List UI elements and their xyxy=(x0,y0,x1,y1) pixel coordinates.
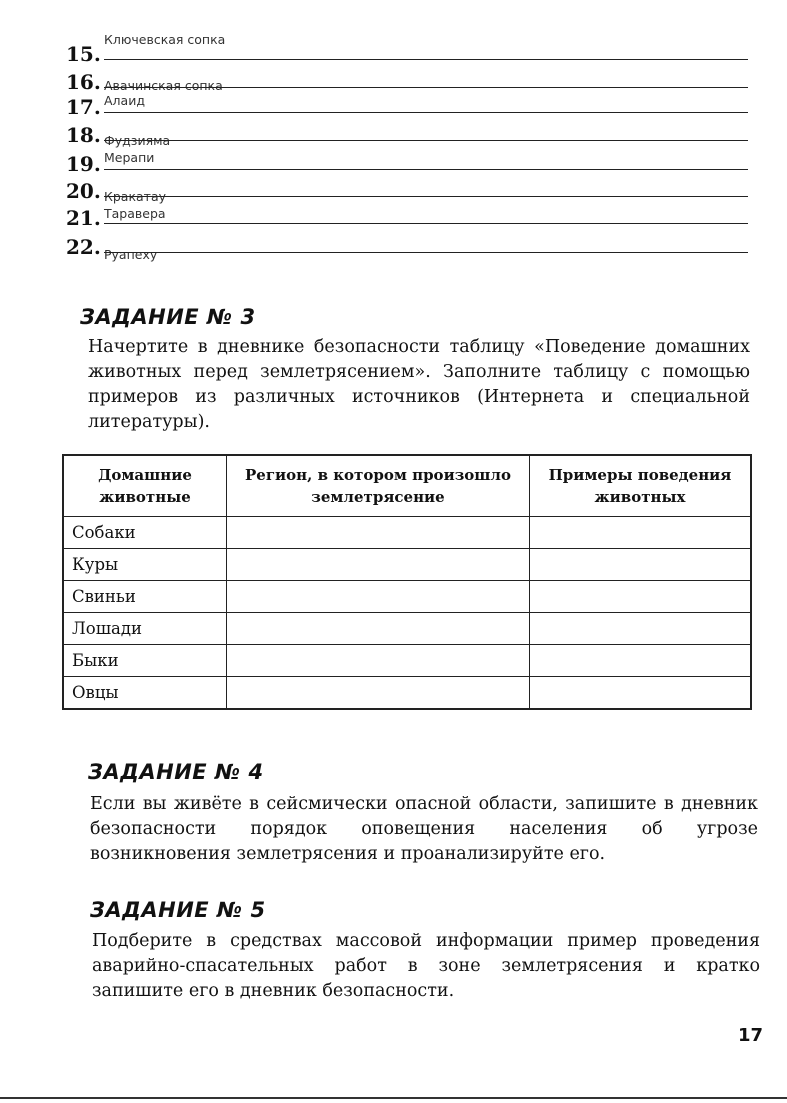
task4-title: ЗАДАНИЕ № 4 xyxy=(88,760,264,784)
list-item xyxy=(66,169,748,204)
table-row xyxy=(63,581,751,613)
animal-cell: Лошади xyxy=(63,613,227,645)
behavior-cell[interactable] xyxy=(530,549,752,581)
item-number: 19. xyxy=(66,152,101,176)
task4-text: Если вы живёте в сейсмически опасной области, запишите в дневник безопасности порядок оповещения населения об угрозе возникновения землетрясения и проанализируйте его. xyxy=(90,794,758,864)
item-number: 15. xyxy=(66,42,101,66)
answer-text[interactable]: Фудзияма xyxy=(104,133,171,148)
animal-cell: Быки xyxy=(63,645,227,677)
answer-text[interactable]: Ключевская сопка xyxy=(104,32,226,47)
item-number: 21. xyxy=(66,206,101,230)
region-cell[interactable] xyxy=(227,677,530,710)
list-item xyxy=(66,85,748,119)
answer-text[interactable]: Таравера xyxy=(104,206,166,221)
answer-line xyxy=(104,140,748,141)
behavior-cell[interactable] xyxy=(530,581,752,613)
behavior-cell[interactable] xyxy=(530,645,752,677)
animal-cell: Овцы xyxy=(63,677,227,710)
list-item xyxy=(66,113,748,148)
header-animals: Домашние животные xyxy=(63,455,227,517)
table-row xyxy=(63,549,751,581)
page-number: 17 xyxy=(738,1025,764,1046)
table-row xyxy=(63,677,751,710)
list-item xyxy=(66,32,748,66)
answer-line xyxy=(104,223,748,224)
task3-title: ЗАДАНИЕ № 3 xyxy=(80,305,256,329)
behavior-cell[interactable] xyxy=(530,677,752,710)
animal-cell: Свиньи xyxy=(63,581,227,613)
answer-text[interactable]: Алаид xyxy=(104,93,145,108)
item-number: 18. xyxy=(66,123,101,147)
region-cell[interactable] xyxy=(227,645,530,677)
header-region: Регион, в котором произошло землетрясение xyxy=(227,455,530,517)
answer-line xyxy=(104,252,748,253)
item-number: 20. xyxy=(66,179,101,203)
animal-behavior-table xyxy=(62,454,752,710)
behavior-cell[interactable] xyxy=(530,517,752,549)
list-item xyxy=(66,60,748,94)
header-behavior: Примеры поведения животных xyxy=(530,455,752,517)
region-cell[interactable] xyxy=(227,517,530,549)
region-cell[interactable] xyxy=(227,549,530,581)
item-number: 22. xyxy=(66,235,101,259)
region-cell[interactable] xyxy=(227,581,530,613)
animal-cell: Куры xyxy=(63,549,227,581)
table-row xyxy=(63,645,751,677)
table-row xyxy=(63,517,751,549)
item-number: 16. xyxy=(66,70,101,94)
page-edge-divider xyxy=(0,1097,787,1099)
answer-text[interactable]: Руапеху xyxy=(104,247,158,262)
task5-title: ЗАДАНИЕ № 5 xyxy=(90,898,266,922)
answer-text[interactable]: Авачинская сопка xyxy=(104,78,223,93)
task5-text: Подберите в средствах массовой информации пример проведения аварийно-спасательных работ в зоне землетрясения и кратко запишите его в дневник безопасности. xyxy=(92,931,760,1001)
behavior-cell[interactable] xyxy=(530,613,752,645)
item-number: 17. xyxy=(66,95,101,119)
task3-text: Начертите в дневнике безопасности таблицу «Поведение домашних животных перед землетрясением». Заполните таблицу с помощью примеров из различных источников (Интернета и специальной литературы). xyxy=(88,337,750,432)
animal-cell: Собаки xyxy=(63,517,227,549)
answer-text[interactable]: Кракатау xyxy=(104,189,167,204)
region-cell[interactable] xyxy=(227,613,530,645)
table-row xyxy=(63,613,751,645)
answer-text[interactable]: Мерапи xyxy=(104,150,155,165)
list-item xyxy=(66,225,748,262)
list-item xyxy=(66,142,748,176)
list-item xyxy=(66,196,748,230)
